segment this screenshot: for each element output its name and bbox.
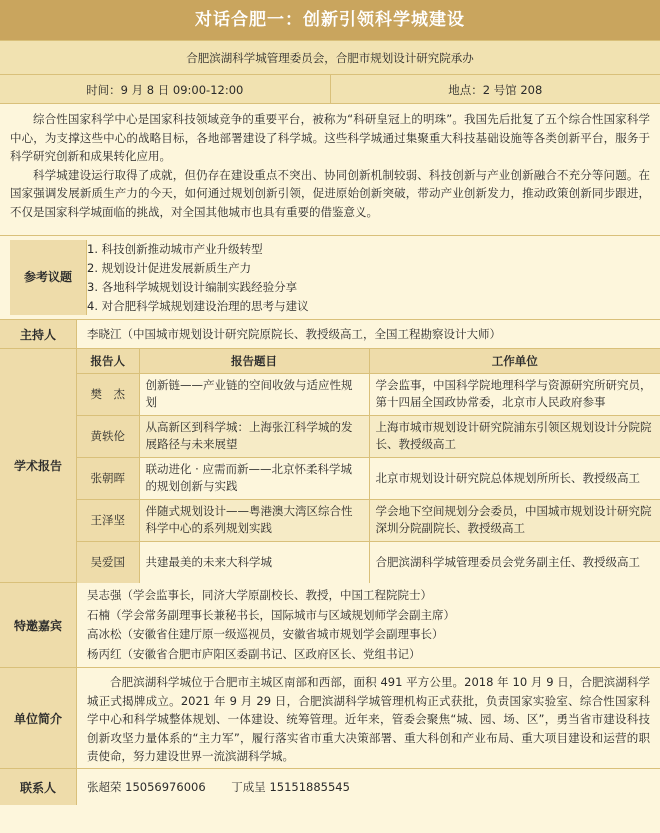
- unit-text: 合肥滨湖科学城位于合肥市主城区南部和西部，面积 491 平方公里。2018 年 10 月 9 日，合肥滨湖科学城正式揭牌成立。2021 年 9 月 29 日，合肥滨湖科学城管理机构正式获批，负责国家实验室、综合性国家科学中心和科学城整体规划、一体建设、统筹管理。近年来，管委会聚焦“城、园、场、区”，勇当省市建设科技创新攻坚力量体系的“主力军”，履行落实省市重大决策部署、重大科创和产业布局、重大项目建设和运营的职责使命，努力建设世界一流滨湖科学城。: [87, 675, 650, 763]
- speaker-unit: 上海市城市规划设计研究院浦东引领区规划设计分院院长、教授级高工: [369, 415, 660, 457]
- column-header: 工作单位: [369, 349, 660, 373]
- event-time: 时间：9 月 8 日 09:00-12:00: [86, 83, 244, 97]
- speaker-name: 黄轶伦: [77, 415, 139, 457]
- page-title: 对话合肥一：创新引领科学城建设: [0, 0, 660, 40]
- topic-item: 2. 规划设计促进发展新质生产力: [87, 261, 252, 275]
- report-topic: 伴随式规划设计——粤港澳大湾区综合性科学中心的系列规划实践: [139, 499, 369, 541]
- reports-table: [77, 349, 660, 583]
- table-header-row: [77, 349, 660, 373]
- intro-section: [0, 104, 660, 235]
- table-row: [77, 415, 660, 457]
- speaker-name: 吴爱国: [77, 541, 139, 583]
- topic-item: 4. 对合肥科学城规划建设治理的思考与建议: [87, 299, 309, 313]
- topics-row: [0, 235, 660, 319]
- speaker-unit: 学会地下空间规划分会委员，中国城市规划设计研究院深圳分院副院长、教授级高工: [369, 499, 660, 541]
- unit-label: 单位简介: [0, 668, 77, 768]
- intro-paragraph: 综合性国家科学中心是国家科技领域竞争的重要平台，被称为“科研皇冠上的明珠”。我国先后批复了五个综合性国家科学中心，为支撑这些中心的战略目标，各地部署建设了科学城。这些科学城通过集聚重大科技基础设施等各类创新平台，服务于科学研究创新和成果转化应用。: [10, 112, 650, 163]
- table-row: [77, 373, 660, 415]
- speaker-unit: 北京市规划设计研究院总体规划所所长、教授级高工: [369, 457, 660, 499]
- report-topic: 联动进化 · 应需而新——北京怀柔科学城的规划创新与实践: [139, 457, 369, 499]
- speaker-name: 樊 杰: [77, 373, 139, 415]
- topic-item: 3. 各地科学城规划设计编制实践经验分享: [87, 280, 298, 294]
- intro-paragraph: 科学城建设运行取得了成就，但仍存在建设重点不突出、协同创新机制较弱、科技创新与产业创新融合不充分等问题。在国家强调发展新质生产力的今天，如何通过规划创新引领，促进原始创新突破，带动产业创新发力，推动政策创新同步跟进，不仅是国家科学城面临的挑战，对全国其他城市也具有重要的借鉴意义。: [10, 167, 650, 219]
- contact-row: [0, 768, 660, 805]
- unit-row: [0, 667, 660, 768]
- guest-item: 吴志强（学会监事长，同济大学原副校长、教授，中国工程院院士）: [87, 588, 432, 602]
- guest-item: 杨丙红（安徽省合肥市庐阳区委副书记、区政府区长、党组书记）: [87, 646, 421, 661]
- speaker-unit: 合肥滨湖科学城管理委员会党务副主任、教授级高工: [369, 541, 660, 583]
- contact-person: 张超荣 15056976006: [87, 780, 206, 794]
- table-row: [77, 457, 660, 499]
- guest-item: 高冰松（安徽省住建厅原一级巡视员，安徽省城市规划学会副理事长）: [87, 627, 444, 641]
- report-topic: 创新链——产业链的空间收敛与适应性规划: [139, 373, 369, 415]
- guests-list: [77, 583, 660, 667]
- table-row: [77, 541, 660, 583]
- host-label: 主持人: [0, 320, 77, 348]
- table-row: [77, 499, 660, 541]
- host-row: [0, 319, 660, 348]
- time-place-bar: [0, 74, 660, 104]
- guests-label: 特邀嘉宾: [0, 583, 77, 667]
- contact-person: 丁成呈 15151885545: [231, 780, 350, 794]
- reports-row: [0, 348, 660, 582]
- speaker-name: 张朝晖: [77, 457, 139, 499]
- guests-row: [0, 582, 660, 667]
- speaker-unit: 学会监事，中国科学院地理科学与资源研究所研究员，第十四届全国政协常委，北京市人民政府参事: [369, 373, 660, 415]
- column-header: 报告题目: [139, 349, 369, 373]
- reports-label: 学术报告: [0, 349, 77, 582]
- unit-description: [77, 668, 660, 768]
- topic-item: 1. 科技创新推动城市产业升级转型: [87, 242, 263, 256]
- report-topic: 共建最美的未来大科学城: [139, 541, 369, 583]
- contact-label: 联系人: [0, 769, 77, 805]
- organizer-line: 合肥滨湖科学城管理委员会，合肥市规划设计研究院承办: [0, 40, 660, 74]
- report-topic: 从高新区到科学城：上海张江科学城的发展路径与未来展望: [139, 415, 369, 457]
- column-header: 报告人: [77, 349, 139, 373]
- contact-persons: [77, 769, 660, 805]
- host-value: 李晓江（中国城市规划设计研究院原院长、教授级高工，全国工程勘察设计大师）: [77, 320, 660, 348]
- speaker-name: 王泽坚: [77, 499, 139, 541]
- guest-item: 石楠（学会常务副理事长兼秘书长，国际城市与区域规划师学会副主席）: [87, 607, 455, 622]
- topics-list: [87, 240, 650, 315]
- topics-label: 参考议题: [10, 240, 87, 315]
- event-place: 地点：2 号馆 208: [330, 75, 660, 103]
- reports-table-wrap: [77, 349, 660, 582]
